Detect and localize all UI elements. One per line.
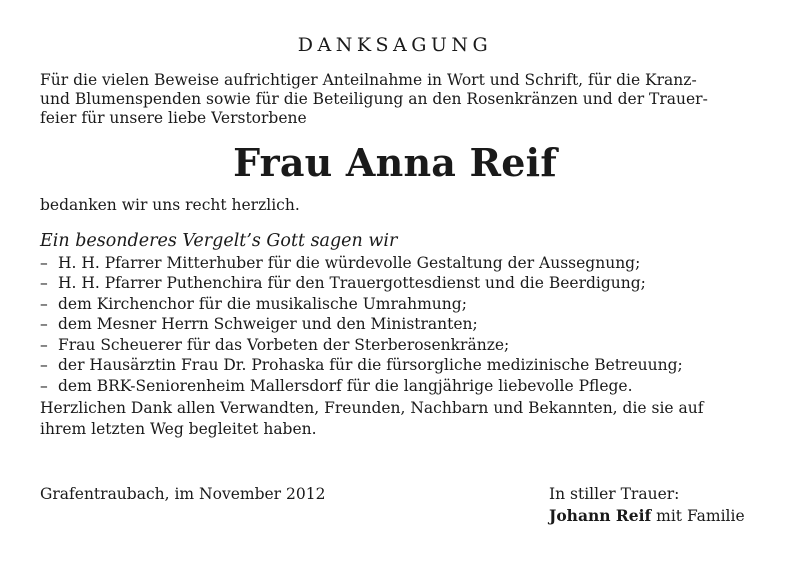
dash-bullet: – [40,356,48,375]
subheading: Ein besonderes Vergelt’s Gott sagen wir [40,230,398,251]
list-item-text: der Hausärztin Frau Dr. Prohaska für die fürsorgliche medizinische Betreuung; [58,356,683,375]
place-date: Grafentraubach, im November 2012 [40,485,326,503]
closing-line: Herzlichen Dank allen Verwandten, Freunden, Nachbarn und Bekannten, die sie auf [40,399,704,418]
mourners-block [549,484,745,527]
mourner-line [549,505,745,527]
list-item-text: dem Kirchenchor für die musikalische Umrahmung; [58,294,467,313]
intro-line: Für die vielen Beweise aufrichtiger Anteilnahme in Wort und Schrift, für die Kranz- [40,70,697,89]
list-item-text: H. H. Pfarrer Puthenchira für den Trauergottesdienst und die Beerdigung; [58,274,646,293]
list-item-text: dem BRK-Seniorenheim Mallersdorf für die langjährige liebevolle Pflege. [58,376,633,395]
list-item [40,253,750,274]
dash-bullet: – [40,294,48,313]
mourner-suffix: mit Familie [651,507,745,525]
intro-line: und Blumenspenden sowie für die Beteiligung an den Rosenkränzen und der Trauer- [40,89,708,108]
list-item [40,314,750,335]
dash-bullet: – [40,335,48,354]
list-item [40,294,750,315]
dash-bullet: – [40,315,48,334]
list-item [40,355,750,376]
list-item [40,376,750,397]
thanks-line: bedanken wir uns recht herzlich. [40,195,300,214]
notice-heading: DANKSAGUNG [297,34,493,56]
dash-bullet: – [40,253,48,272]
closing-line: ihrem letzten Weg begleitet haben. [40,419,317,438]
intro-line: feier für unsere liebe Verstorbene [40,108,307,127]
mourning-label: In stiller Trauer: [549,485,680,503]
mourner-name: Johann Reif [549,506,652,525]
list-item [40,273,750,294]
list-item-text: dem Mesner Herrn Schweiger und den Ministranten; [58,315,478,334]
dash-bullet: – [40,274,48,293]
list-item-text: Frau Scheuerer für das Vorbeten der Sterberosenkränze; [58,335,510,354]
closing-paragraph [40,398,750,439]
list-item-text: H. H. Pfarrer Mitterhuber für die würdevolle Gestaltung der Aussegnung; [58,253,641,272]
dash-bullet: – [40,376,48,395]
intro-paragraph [40,71,750,128]
deceased-name: Frau Anna Reif [233,139,557,185]
list-item [40,335,750,356]
thanks-list [40,253,750,397]
